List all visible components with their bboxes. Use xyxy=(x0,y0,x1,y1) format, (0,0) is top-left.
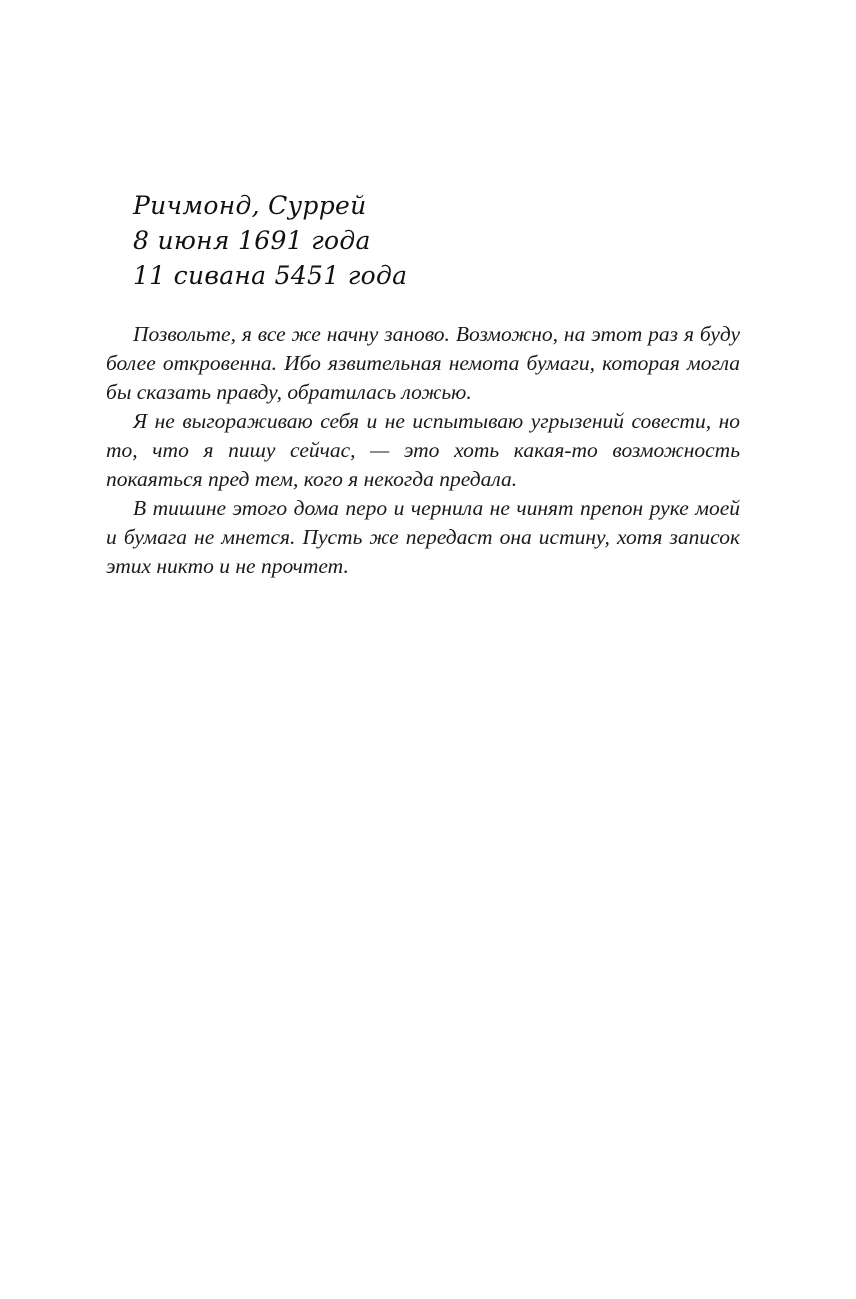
heading-place: Ричмонд, Суррей xyxy=(133,191,367,220)
heading-date-hebrew: 11 сивана 5451 года xyxy=(133,261,408,290)
paragraph-1: Позвольте, я все же начну заново. Возможно, на этот раз я буду более откровенна. Ибо язвительная немота бумаги, которая могла бы сказать правду, обратилась ложью. xyxy=(106,322,740,404)
paragraph-3: В тишине этого дома перо и чернила не чинят препон руке моей и бумага не мнется. Пусть же передаст она истину, хотя записок этих никто и не прочтет. xyxy=(106,496,740,578)
letter-body xyxy=(106,320,740,581)
heading-date-gregorian: 8 июня 1691 года xyxy=(133,226,371,255)
paragraph-2: Я не выгораживаю себя и не испытываю угрызений совести, но то, что я пишу сейчас, — это хоть какая-то возможность покаяться пред тем, кого я некогда предала. xyxy=(106,409,740,491)
letter-heading xyxy=(133,188,553,293)
